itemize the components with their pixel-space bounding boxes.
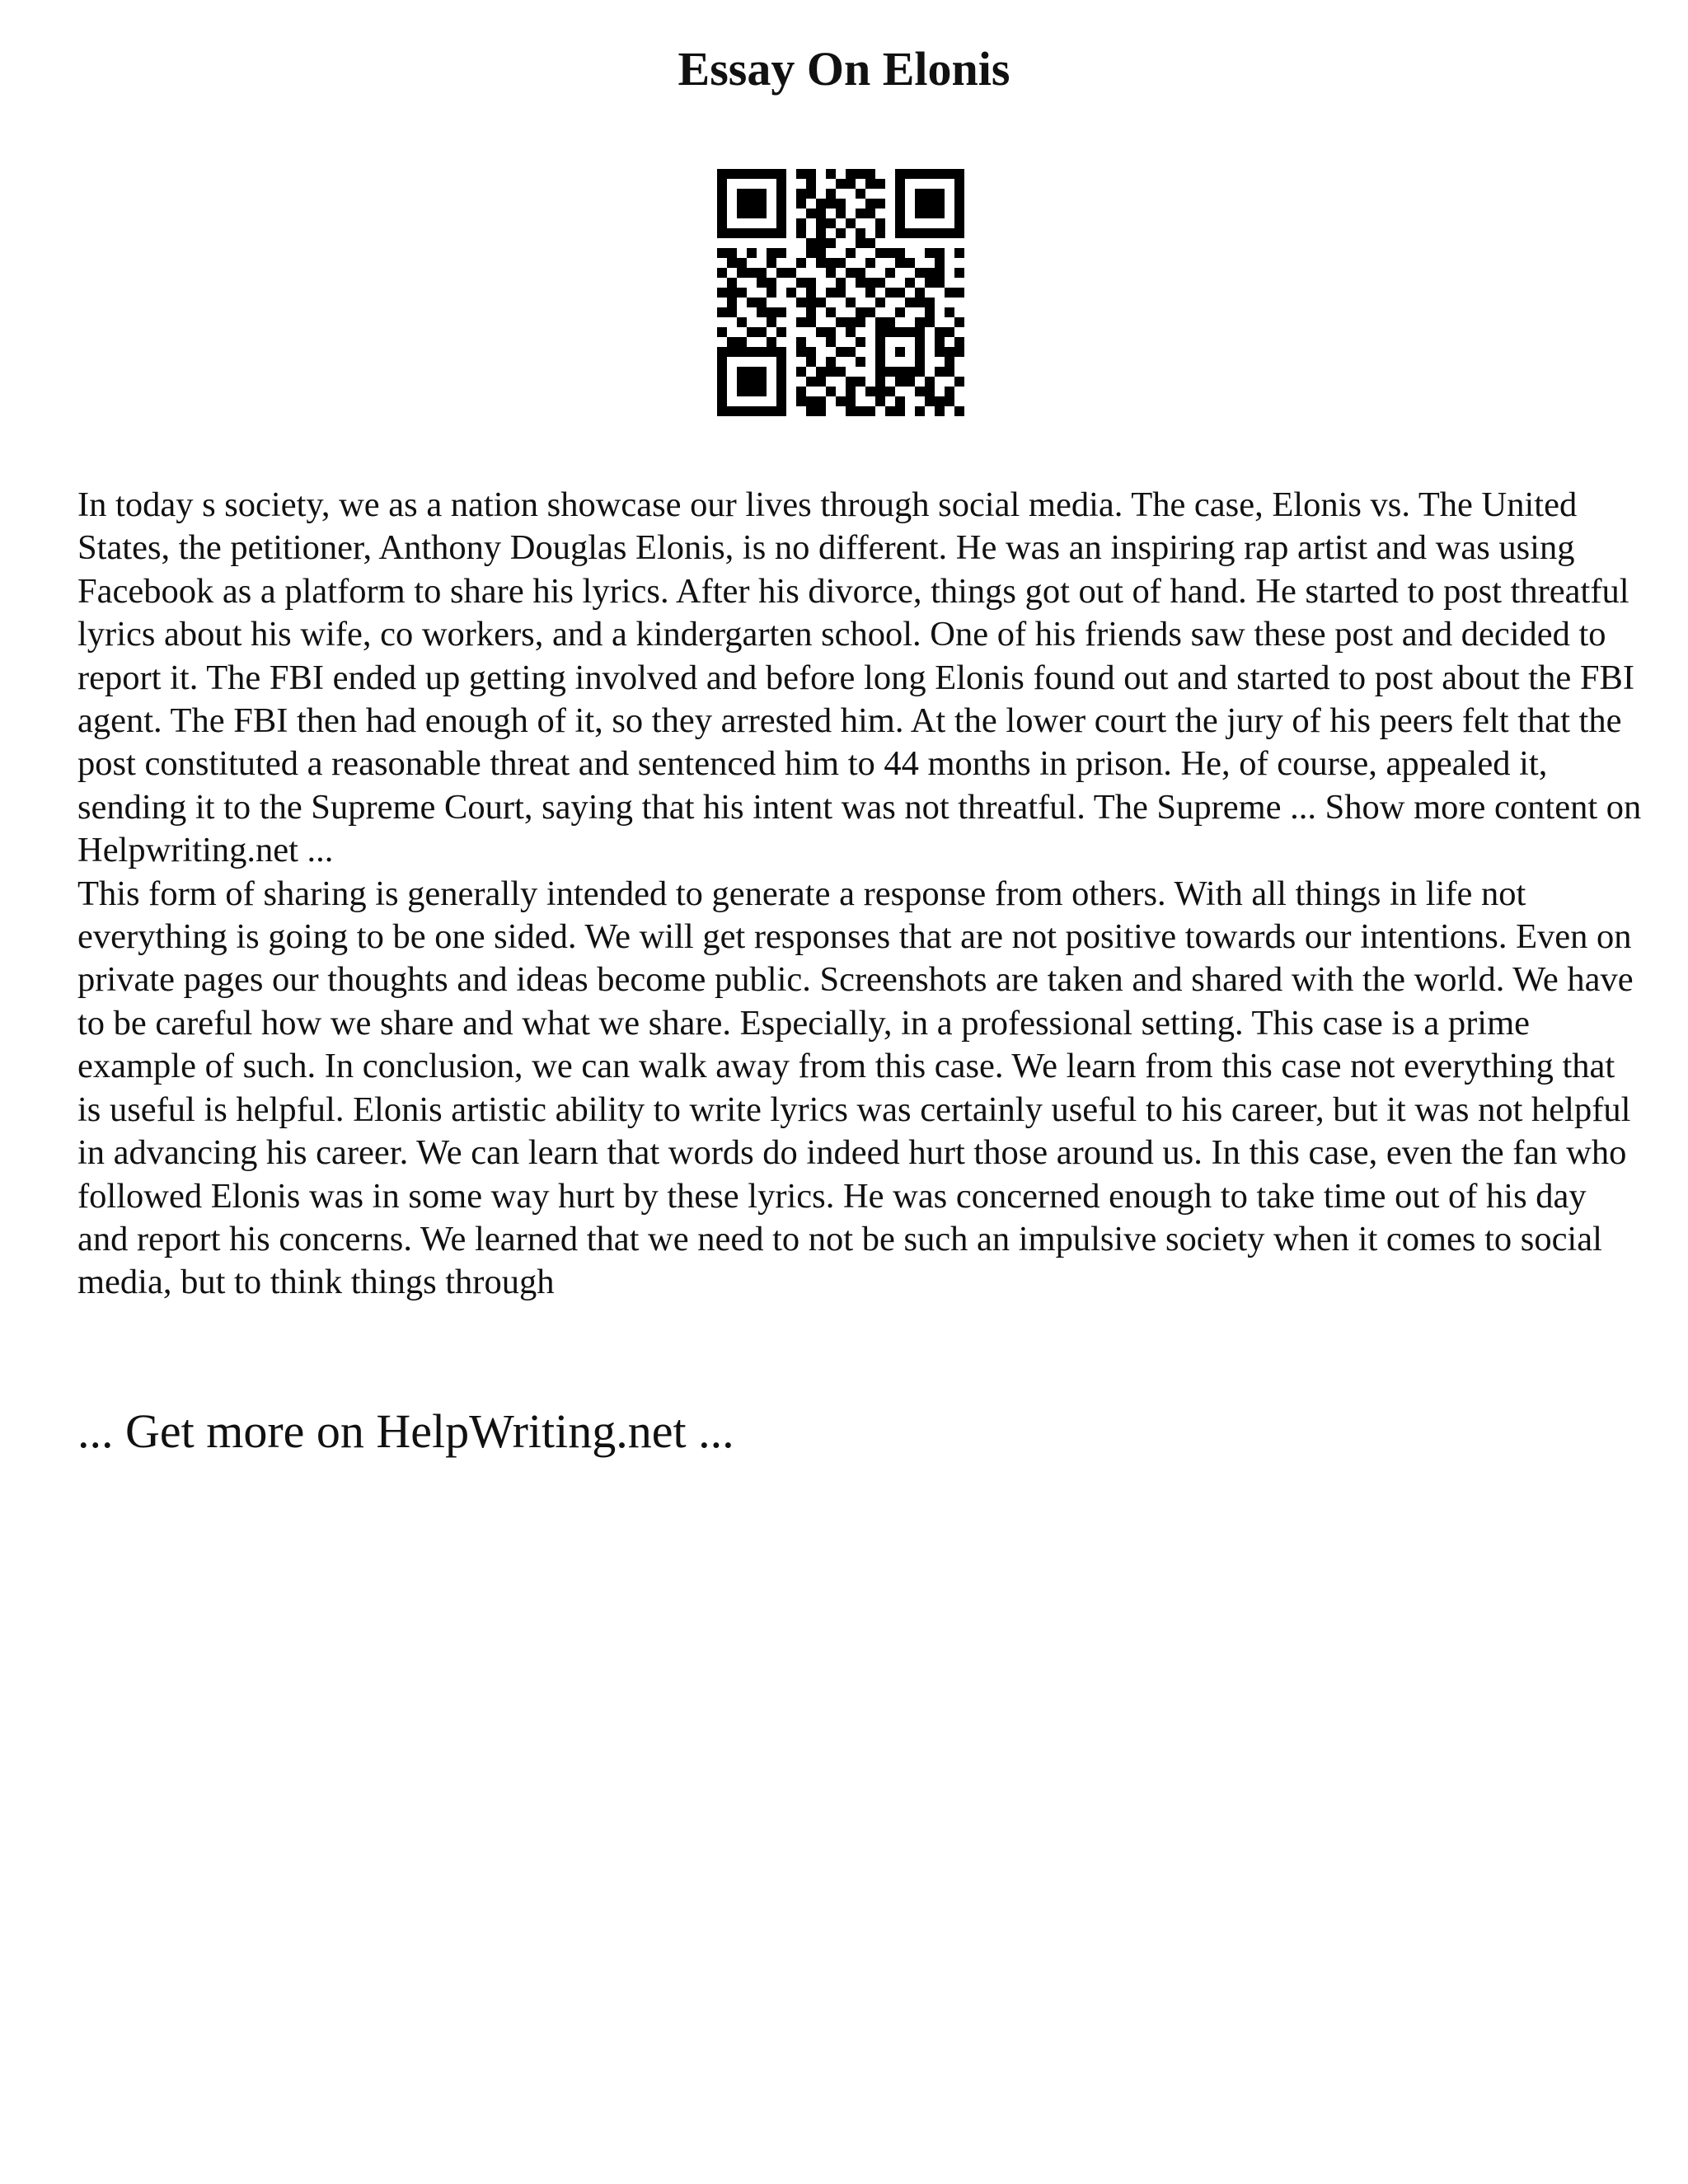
qr-code-icon[interactable] [717,169,964,416]
get-more-link[interactable]: ... Get more on HelpWriting.net ... [77,1404,734,1458]
essay-body [77,484,1643,1305]
essay-paragraph: In today s society, we as a nation showcase our lives through social media. The case, Elonis vs. The United States, the petitioner, Anthony Douglas Elonis, is no different. He was an inspiring rap artist and was using Facebook as a platform to share his lyrics. After his divorce, things got out of hand. He started to post threatful lyrics about his wife, co workers, and a kindergarten school. One of his friends saw these post and decided to report it. The FBI ended up getting involved and before long Elonis found out and started to post about the FBI agent. The FBI then had enough of it, so they arrested him. At the lower court the jury of his peers felt that the post constituted a reasonable threat and sentenced him to 44 months in prison. He, of course, appealed it, sending it to the Supreme Court, saying that his intent was not threatful. The Supreme ... Show more content on Helpwriting.net ... [77,485,1642,870]
essay-paragraph: This form of sharing is generally intended to generate a response from others. With all things in life not everything is going to be one sided. We will get responses that are not positive towards our intentions. Even on private pages our thoughts and ideas become public. Screenshots are taken and shared with the world. We have to be careful how we share and what we share. Especially, in a professional setting. This case is a prime example of such. In conclusion, we can walk away from this case. We learn from this case not everything that is useful is helpful. Elonis artistic ability to write lyrics was certainly useful to his career, but it was not helpful in advancing his career. We can learn that words do indeed hurt those around us. In this case, even the fan who followed Elonis was in some way hurt by these lyrics. He was concerned enough to take time out of his day and report his concerns. We learned that we need to not be such an impulsive society when it comes to social media, but to think things through [77,874,1634,1302]
page-title: Essay On Elonis [678,42,1010,96]
